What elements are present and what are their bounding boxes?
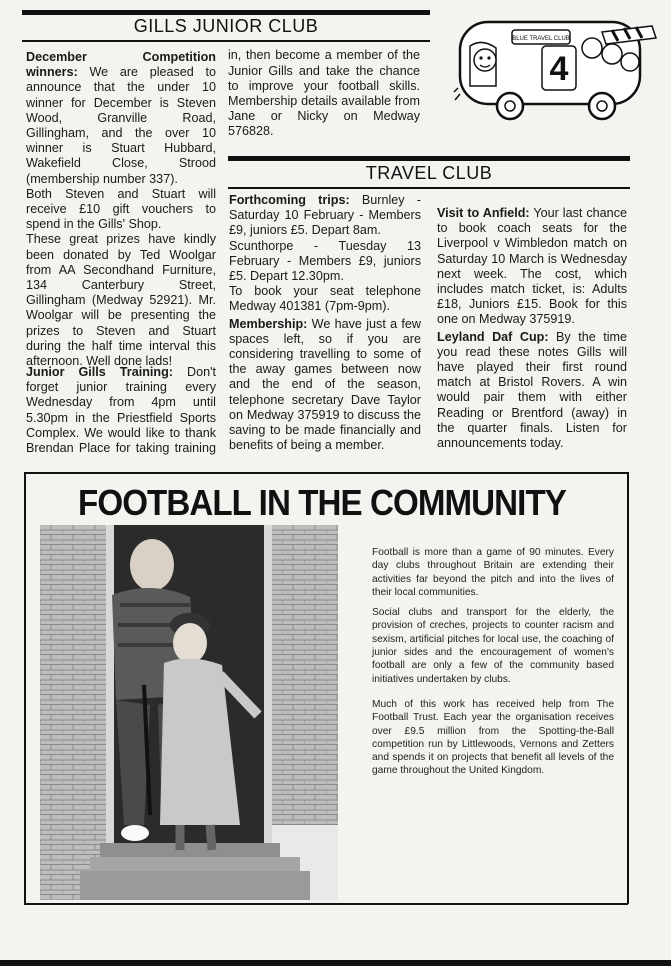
trips-paragraph xyxy=(229,193,421,239)
community-box-left xyxy=(24,472,26,904)
december-body: We are pleased to announce that the under 10 winner for December is Steven Wood, Granville Road, Gillingham, and the over 10 winner is Stuart Hubbard, Wakefield Close, Strood (membership number 337). xyxy=(26,65,216,186)
donation-paragraph: These great prizes have kindly been donated by Ted Woolgar from AA Secondhand Furniture, 134 Canterbury Street, Gillingham (Medway 52921). Mr. Woolgar will be presenting the prizes to Steven and Stuart during the half time interval this afternoon. Well done lads! xyxy=(26,232,216,369)
leyland-body: By the time you read these notes Gills will have played their first round match at Bristol Rovers. A win would pair them with either Reading or Brentford (away) in the quarter finals. Listen for announcements today. xyxy=(437,329,627,451)
leyland-paragraph xyxy=(437,330,627,452)
community-photo xyxy=(40,525,338,900)
page-bottom-rule xyxy=(0,960,671,966)
gills-column-2 xyxy=(228,48,420,154)
membership-body: We have just a few spaces left, so if you are considering travelling to some of the away games between now and the end of the season, telephone secretary Dave Taylor on Medway 375919 to discuss the saving to be made financially and benefits of being a member. xyxy=(229,316,421,453)
gills-heading: GILLS JUNIOR CLUB xyxy=(133,16,319,36)
gills-top-rule xyxy=(22,10,430,15)
svg-text:4: 4 xyxy=(549,50,569,88)
gills-column-1 xyxy=(26,50,216,369)
trips-body: Burnley - Saturday 10 February - Members £9, juniors £5. Depart 8am. xyxy=(229,193,421,238)
community-box-top xyxy=(24,472,628,474)
december-heading: December Competition winners: xyxy=(26,50,216,80)
membership-paragraph xyxy=(229,317,421,454)
anfield-body: Your last chance to book coach seats for the Liverpool v Wimbledon match on Saturday 10 March is Wednesday next week. The cost, which includes match ticket, is: Adults £18, Juniors £15. Book for this one on Medway 375919. xyxy=(437,206,627,327)
trips-heading: Forthcoming trips: xyxy=(229,193,350,207)
travel-bottom-rule xyxy=(228,187,630,189)
community-heading: FOOTBALL IN THE COMMUNITY xyxy=(78,482,566,523)
travel-column-1 xyxy=(229,193,421,455)
scunthorpe-paragraph: Scunthorpe - Tuesday 13 February - Members £9, juniors £5. Depart 12.30pm. xyxy=(229,238,421,284)
anfield-heading: Visit to Anfield: xyxy=(437,206,530,220)
travel-top-rule xyxy=(228,156,630,161)
membership-heading: Membership: xyxy=(229,316,308,331)
community-paragraph-3: Much of this work has received help from The Football Trust. Each year the organisation receives over £9.5 million from the Spotting-the-Ball competition run by Littlewoods, Vernons and Zetters and spends it on projects that benefit all levels of the game throughout the United Kingdom. xyxy=(372,698,614,777)
community-box-bottom xyxy=(24,903,628,905)
gills-training-col1 xyxy=(26,365,216,457)
anfield-paragraph xyxy=(437,206,627,328)
training-body-col2: in, then become a member of the Junior Gills and take the chance to improve your football skills. Membership details available from Jane or Nicky on Medway 576828. xyxy=(228,48,420,139)
december-paragraph xyxy=(26,50,216,187)
community-text xyxy=(372,546,614,785)
gills-bottom-rule xyxy=(22,40,430,42)
vouchers-paragraph: Both Steven and Stuart will receive £10 gift vouchers to spend in the Gills' Shop. xyxy=(26,186,216,232)
leyland-heading: Leyland Daf Cup: xyxy=(437,329,549,344)
training-body-col1: Don't forget junior training every Wednesday from 4pm until 5.30pm in the Priestfield Sports Complex. We would like to thank Brendan Place for taking training xyxy=(26,365,216,456)
community-paragraph-1: Football is more than a game of 90 minutes. Every day clubs throughout Britain are extending their activities far beyond the pitch and into the lives of their local communities. xyxy=(372,547,614,598)
booking-paragraph: To book your seat telephone Medway 401381 (7pm-9pm). xyxy=(229,284,421,314)
training-heading-col1: Junior Gills Training: xyxy=(26,365,173,379)
travel-column-2 xyxy=(437,190,627,466)
bus-cartoon-illustration xyxy=(452,8,662,126)
community-paragraph-2: Social clubs and transport for the elderly, the provision of creches, projects to counter racism and sexism, artificial pitches for local use, the coaching of junior sides and the encouragement of women's football are only a few of the community based initiatives undertaken by clubs. xyxy=(372,607,614,685)
bus-sign-text: BLUE TRAVEL CLUB xyxy=(512,36,570,42)
travel-heading: TRAVEL CLUB xyxy=(365,163,493,183)
community-box-right xyxy=(627,472,629,904)
